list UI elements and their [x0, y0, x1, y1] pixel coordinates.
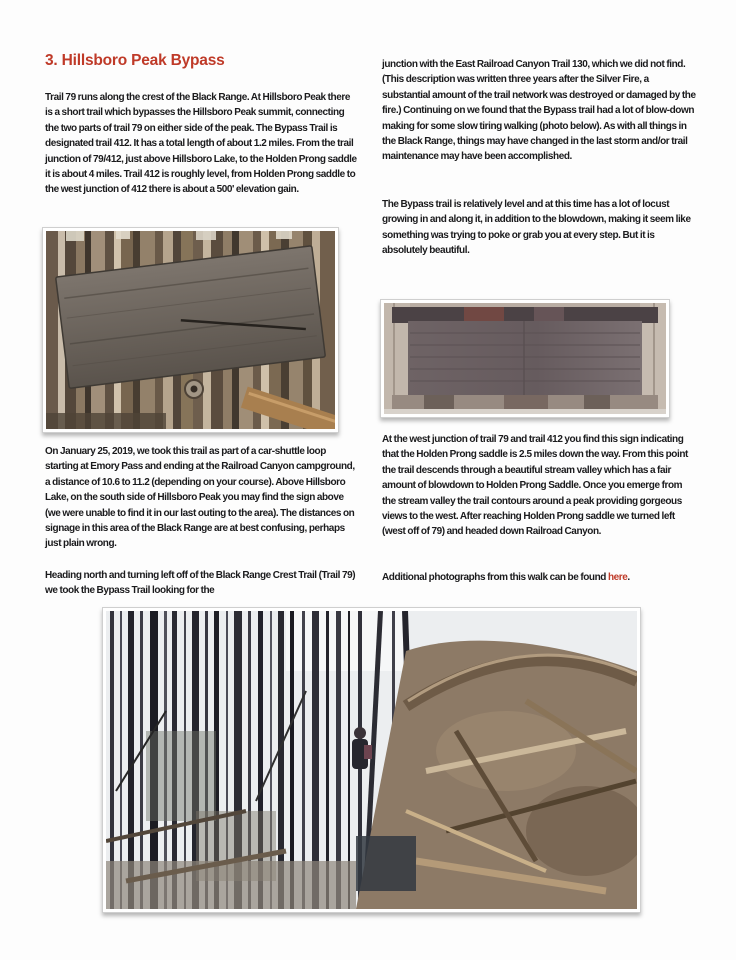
- blowdown-photo-graphic: [106, 611, 637, 909]
- photos-here-link[interactable]: here: [607, 572, 628, 583]
- trail-sign-photo: [42, 227, 339, 433]
- sign-top-edge: [392, 307, 658, 323]
- left-paragraph-2: On January 25, 2019, we took this trail as part of a car-shuttle loop starting at Emory Pass and ending at the Railroad Canyon campground, a distance of 10.6 to 11.2 (depending on your course). Above Hillsboro Lake, on the south side of Hillsboro Peak you may find the sign above (we were unable to find it in our last outing to the area). The distances on signage in this area of the Black Range are at best confusing, perhaps just plain wrong.: [45, 446, 355, 550]
- right-paragraph-1: junction with the East Railroad Canyon Trail 130, which we did not find. (This description was written three years after the Silver Fire, a substantial amount of the trail network was destroyed or damaged by the fire.) Continuing on we found that the Bypass trail had a lot of blow-down making for some slow tiring walking (photo below). As with all things in the Black Range, things may have changed in the last storm and/or trail maintenance may have been accomplished.: [382, 59, 696, 163]
- junction-sign-photo-graphic: [384, 303, 666, 414]
- junction-sign-photo: [380, 299, 670, 418]
- page-title: 3. Hillsboro Peak Bypass: [45, 52, 225, 69]
- blowdown-photo: [102, 607, 641, 913]
- right-paragraph-4: [382, 570, 696, 585]
- left-paragraph-3: Heading north and turning left off of the Black Range Crest Trail (Trail 79) we took the Bypass Trail looking for the: [45, 570, 356, 597]
- more-photos-text: Additional photographs from this walk can be found: [382, 572, 608, 583]
- right-paragraph-3: At the west junction of trail 79 and trail 412 you find this sign indicating that the Holden Prong saddle is 2.5 miles down the way. From this point the trail descends through a beautiful stream valley which has a fair amount of blowdown to Holden Prong Saddle. Once you emerge from the stream valley the trail contours around a peak providing gorgeous views to the west. After reaching Holden Prong saddle we turned left (west off of 79) and headed down Railroad Canyon.: [382, 434, 688, 538]
- sign-bolt: [185, 380, 203, 398]
- right-paragraph-2: The Bypass trail is relatively level and at this time has a lot of locust growing in and along it, in addition to the blowdown, making it seem like something was trying to poke or grab you at every step. But it is absolutely beautiful.: [382, 199, 691, 257]
- left-paragraph-1: Trail 79 runs along the crest of the Black Range. At Hillsboro Peak there is a short trail which bypasses the Hillsboro Peak summit, connecting the two parts of trail 79 on either side of the peak. The Bypass Trail is designated trail 412. It has a total length of about 1.2 miles. From the trail junction of 79/412, just above Hillsboro Lake, to the Holden Prong saddle it is about 4 miles. Trail 412 is roughly level, from Holden Prong saddle to the west junction of 412 there is about a 500' elevation gain.: [45, 92, 357, 196]
- trail-sign-photo-graphic: [46, 231, 335, 429]
- sentence-period: .: [627, 572, 630, 583]
